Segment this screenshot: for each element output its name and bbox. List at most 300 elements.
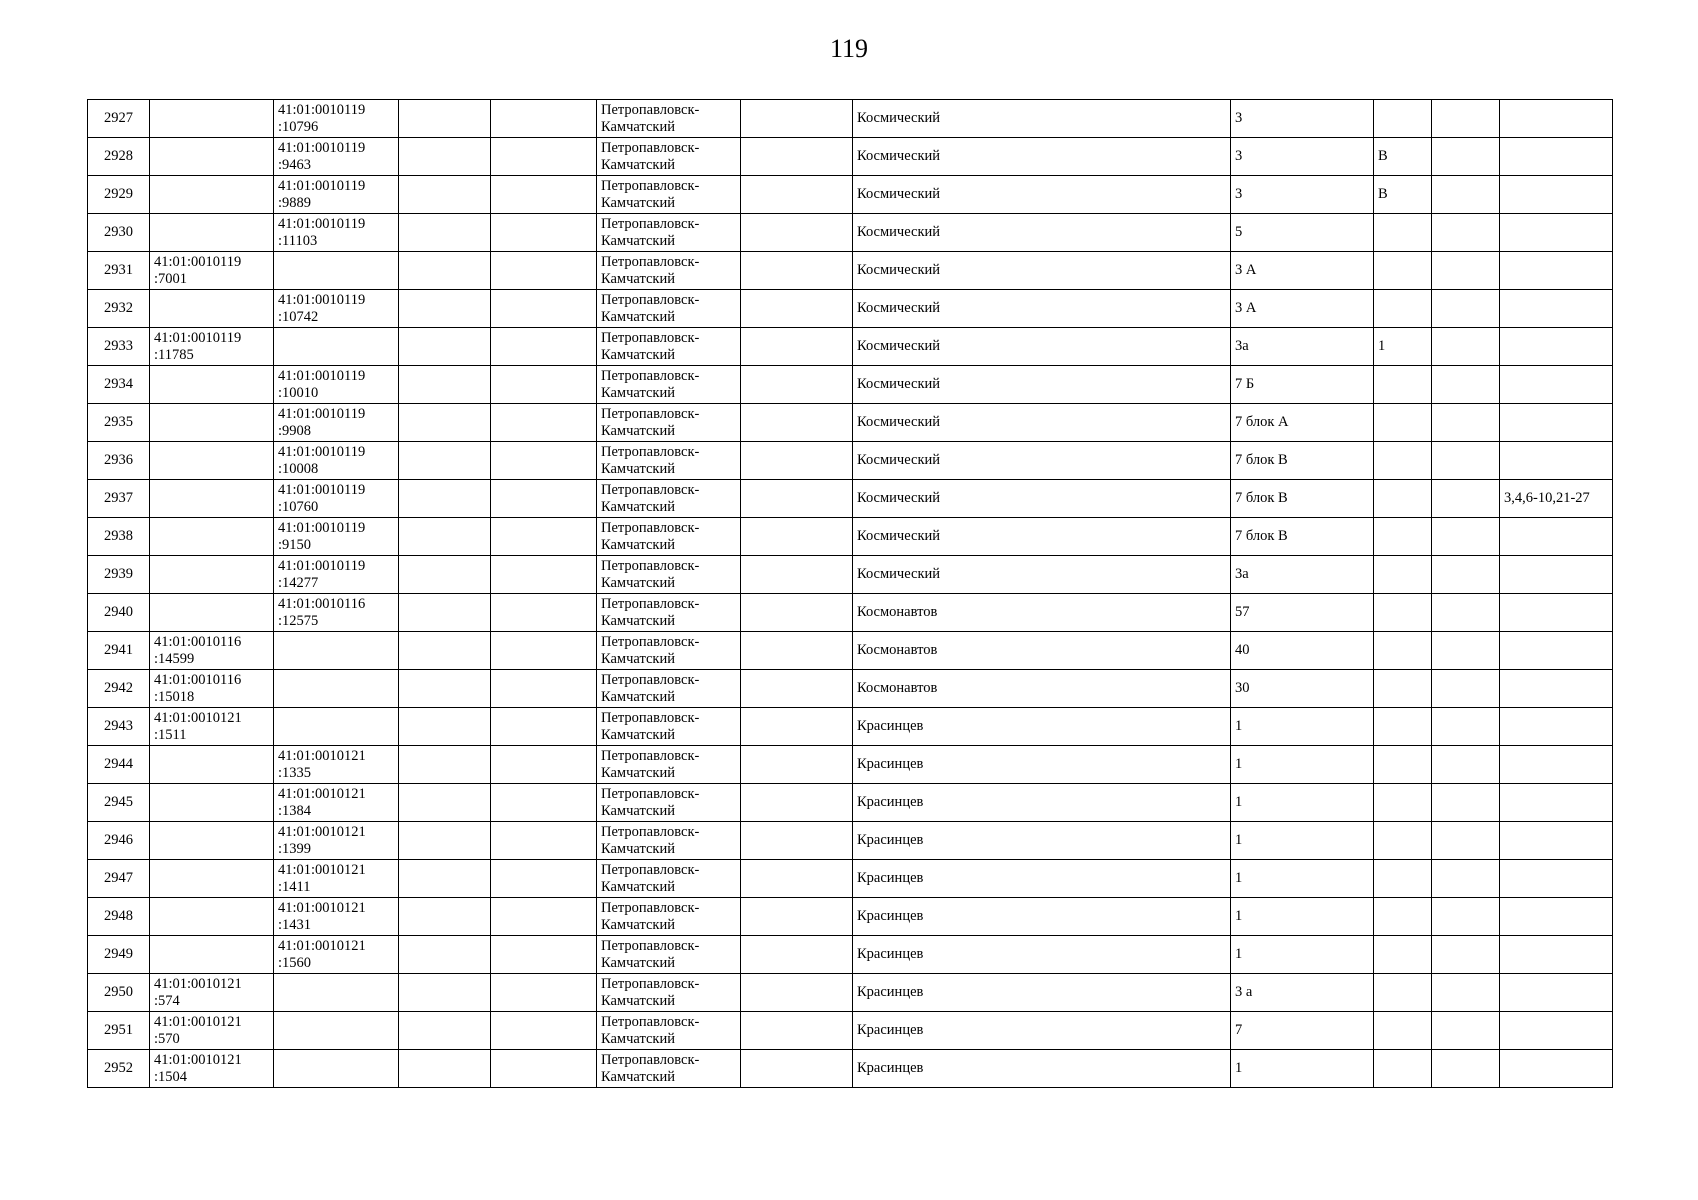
empty-cell: [491, 1012, 597, 1050]
table-row: [88, 1012, 1613, 1050]
empty-cell: [1432, 860, 1500, 898]
cadastral-number-a-cell: [150, 442, 274, 480]
empty-cell: [399, 556, 491, 594]
row-number-cell: 2950: [88, 974, 150, 1012]
house-cell: 57: [1231, 594, 1374, 632]
row-number-cell: 2948: [88, 898, 150, 936]
cadastral-number-b-text: 41:01:0010119 :10760: [278, 481, 366, 515]
empty-cell: [491, 1050, 597, 1088]
row-number-cell: 2935: [88, 404, 150, 442]
street-cell: Красинцев: [853, 822, 1231, 860]
building-cell: [1374, 898, 1432, 936]
table-row: [88, 138, 1613, 176]
empty-cell: [741, 366, 853, 404]
building-cell: [1374, 708, 1432, 746]
street-cell: Космический: [853, 290, 1231, 328]
city-text: Петропавловск- Камчатский: [601, 861, 700, 895]
empty-cell: [491, 290, 597, 328]
empty-cell: [491, 214, 597, 252]
empty-cell: [399, 632, 491, 670]
city-text: Петропавловск- Камчатский: [601, 899, 700, 933]
table-row: [88, 556, 1613, 594]
city-text: Петропавловск- Камчатский: [601, 1051, 700, 1085]
empty-cell: [1432, 176, 1500, 214]
cadastral-number-b-cell: [274, 518, 399, 556]
row-number-cell: 2934: [88, 366, 150, 404]
page-number: 119: [829, 34, 869, 63]
empty-cell: [1432, 1050, 1500, 1088]
cadastral-number-b-cell: [274, 822, 399, 860]
apartments-cell: [1500, 176, 1613, 214]
city-text: Петропавловск- Камчатский: [601, 785, 700, 819]
table-row: [88, 366, 1613, 404]
empty-cell: [1432, 100, 1500, 138]
cadastral-number-b-text: 41:01:0010121 :1384: [278, 785, 366, 819]
empty-cell: [741, 632, 853, 670]
street-cell: Космический: [853, 214, 1231, 252]
cadastral-number-a-cell: [150, 176, 274, 214]
empty-cell: [399, 1012, 491, 1050]
empty-cell: [399, 784, 491, 822]
building-cell: [1374, 1050, 1432, 1088]
city-cell: [597, 822, 741, 860]
house-cell: 3 А: [1231, 290, 1374, 328]
cadastral-number-b-text: 41:01:0010121 :1411: [278, 861, 366, 895]
empty-cell: [399, 898, 491, 936]
cadastral-number-b-text: 41:01:0010116 :12575: [278, 595, 366, 629]
empty-cell: [491, 518, 597, 556]
empty-cell: [741, 328, 853, 366]
city-cell: [597, 860, 741, 898]
cadastral-number-b-cell: [274, 594, 399, 632]
cadastral-number-a-cell: [150, 746, 274, 784]
table-row: [88, 594, 1613, 632]
empty-cell: [741, 1050, 853, 1088]
cadastral-number-b-text: 41:01:0010121 :1335: [278, 747, 366, 781]
row-number-cell: 2938: [88, 518, 150, 556]
building-cell: [1374, 1012, 1432, 1050]
cadastral-number-b-cell: [274, 898, 399, 936]
empty-cell: [491, 252, 597, 290]
building-cell: [1374, 746, 1432, 784]
cadastral-number-a-cell: [150, 822, 274, 860]
building-cell: [1374, 822, 1432, 860]
house-cell: 3: [1231, 176, 1374, 214]
street-cell: Красинцев: [853, 1050, 1231, 1088]
house-cell: 1: [1231, 898, 1374, 936]
cadastral-number-b-cell: [274, 936, 399, 974]
cadastral-number-b-text: 41:01:0010119 :9463: [278, 139, 366, 173]
city-cell: [597, 746, 741, 784]
empty-cell: [741, 480, 853, 518]
building-cell: [1374, 974, 1432, 1012]
cadastral-number-b-text: 41:01:0010119 :9908: [278, 405, 366, 439]
empty-cell: [491, 328, 597, 366]
apartments-cell: [1500, 556, 1613, 594]
empty-cell: [1432, 518, 1500, 556]
city-text: Петропавловск- Камчатский: [601, 329, 700, 363]
street-cell: Красинцев: [853, 784, 1231, 822]
empty-cell: [741, 898, 853, 936]
table-row: [88, 898, 1613, 936]
empty-cell: [741, 556, 853, 594]
city-text: Петропавловск- Камчатский: [601, 747, 700, 781]
city-cell: [597, 328, 741, 366]
row-number-cell: 2933: [88, 328, 150, 366]
apartments-cell: [1500, 860, 1613, 898]
cadastral-number-b-cell: [274, 708, 399, 746]
apartments-cell: [1500, 670, 1613, 708]
empty-cell: [741, 784, 853, 822]
house-cell: 3а: [1231, 556, 1374, 594]
empty-cell: [1432, 784, 1500, 822]
row-number-cell: 2928: [88, 138, 150, 176]
table-row: [88, 974, 1613, 1012]
cadastral-number-a-text: 41:01:0010121 :574: [154, 975, 242, 1009]
street-cell: Космический: [853, 518, 1231, 556]
cadastral-number-a-text: 41:01:0010119 :7001: [154, 253, 242, 287]
cadastral-number-b-cell: [274, 138, 399, 176]
row-number-cell: 2947: [88, 860, 150, 898]
street-cell: Космический: [853, 366, 1231, 404]
cadastral-number-a-cell: [150, 252, 274, 290]
empty-cell: [399, 822, 491, 860]
empty-cell: [491, 138, 597, 176]
cadastral-number-a-cell: [150, 138, 274, 176]
empty-cell: [741, 442, 853, 480]
empty-cell: [741, 518, 853, 556]
cadastral-number-b-cell: [274, 974, 399, 1012]
table-row: [88, 518, 1613, 556]
cadastral-number-a-cell: [150, 404, 274, 442]
street-cell: Космический: [853, 442, 1231, 480]
cadastral-number-a-cell: [150, 328, 274, 366]
apartments-cell: [1500, 632, 1613, 670]
cadastral-number-b-cell: [274, 632, 399, 670]
cadastral-number-a-cell: [150, 290, 274, 328]
building-cell: [1374, 670, 1432, 708]
empty-cell: [741, 822, 853, 860]
empty-cell: [399, 746, 491, 784]
empty-cell: [491, 784, 597, 822]
empty-cell: [399, 518, 491, 556]
empty-cell: [1432, 442, 1500, 480]
city-cell: [597, 480, 741, 518]
building-cell: [1374, 518, 1432, 556]
empty-cell: [491, 480, 597, 518]
apartments-cell: [1500, 442, 1613, 480]
cadastral-number-b-cell: [274, 328, 399, 366]
cadastral-number-a-text: 41:01:0010116 :14599: [154, 633, 242, 667]
building-cell: [1374, 442, 1432, 480]
house-cell: 1: [1231, 746, 1374, 784]
building-cell: В: [1374, 138, 1432, 176]
house-cell: 7 блок В: [1231, 518, 1374, 556]
house-cell: 1: [1231, 708, 1374, 746]
street-cell: Космонавтов: [853, 670, 1231, 708]
cadastral-number-a-cell: [150, 214, 274, 252]
table-row: [88, 670, 1613, 708]
empty-cell: [741, 138, 853, 176]
building-cell: В: [1374, 176, 1432, 214]
table-row: [88, 746, 1613, 784]
empty-cell: [399, 252, 491, 290]
street-cell: Космический: [853, 328, 1231, 366]
city-text: Петропавловск- Камчатский: [601, 557, 700, 591]
street-cell: Красинцев: [853, 1012, 1231, 1050]
house-cell: 1: [1231, 1050, 1374, 1088]
city-text: Петропавловск- Камчатский: [601, 367, 700, 401]
house-cell: 5: [1231, 214, 1374, 252]
empty-cell: [741, 936, 853, 974]
empty-cell: [491, 100, 597, 138]
empty-cell: [491, 936, 597, 974]
empty-cell: [741, 708, 853, 746]
empty-cell: [1432, 556, 1500, 594]
city-cell: [597, 1012, 741, 1050]
building-cell: [1374, 860, 1432, 898]
row-number-cell: 2927: [88, 100, 150, 138]
empty-cell: [741, 214, 853, 252]
table-row: [88, 290, 1613, 328]
empty-cell: [491, 442, 597, 480]
cadastral-number-a-cell: [150, 974, 274, 1012]
apartments-cell: [1500, 138, 1613, 176]
empty-cell: [741, 100, 853, 138]
cadastral-number-a-cell: [150, 670, 274, 708]
empty-cell: [491, 366, 597, 404]
building-cell: [1374, 594, 1432, 632]
city-text: Петропавловск- Камчатский: [601, 291, 700, 325]
cadastral-number-a-cell: [150, 860, 274, 898]
table-row: [88, 822, 1613, 860]
street-cell: Космонавтов: [853, 594, 1231, 632]
cadastral-number-b-text: 41:01:0010119 :9889: [278, 177, 366, 211]
house-cell: 1: [1231, 860, 1374, 898]
cadastral-number-b-cell: [274, 480, 399, 518]
street-cell: Красинцев: [853, 974, 1231, 1012]
house-cell: 7 Б: [1231, 366, 1374, 404]
cadastral-number-b-cell: [274, 100, 399, 138]
cadastral-number-b-cell: [274, 1012, 399, 1050]
city-cell: [597, 556, 741, 594]
empty-cell: [741, 594, 853, 632]
cadastral-number-b-cell: [274, 176, 399, 214]
building-cell: 1: [1374, 328, 1432, 366]
street-cell: Красинцев: [853, 936, 1231, 974]
city-cell: [597, 252, 741, 290]
city-text: Петропавловск- Камчатский: [601, 519, 700, 553]
apartments-cell: [1500, 708, 1613, 746]
city-text: Петропавловск- Камчатский: [601, 1013, 700, 1047]
table-row: [88, 480, 1613, 518]
empty-cell: [1432, 708, 1500, 746]
empty-cell: [491, 632, 597, 670]
city-cell: [597, 898, 741, 936]
empty-cell: [399, 328, 491, 366]
cadastral-number-b-text: 41:01:0010121 :1399: [278, 823, 366, 857]
cadastral-number-a-cell: [150, 366, 274, 404]
city-cell: [597, 708, 741, 746]
empty-cell: [399, 860, 491, 898]
empty-cell: [399, 936, 491, 974]
table-row: [88, 214, 1613, 252]
empty-cell: [399, 594, 491, 632]
empty-cell: [1432, 632, 1500, 670]
building-cell: [1374, 404, 1432, 442]
cadastral-number-a-cell: [150, 898, 274, 936]
city-text: Петропавловск- Камчатский: [601, 975, 700, 1009]
apartments-cell: [1500, 822, 1613, 860]
street-cell: Красинцев: [853, 860, 1231, 898]
cadastral-number-a-cell: [150, 518, 274, 556]
empty-cell: [1432, 822, 1500, 860]
building-cell: [1374, 632, 1432, 670]
cadastral-number-b-text: 41:01:0010119 :10796: [278, 101, 366, 135]
table-row: [88, 1050, 1613, 1088]
empty-cell: [1432, 290, 1500, 328]
building-cell: [1374, 480, 1432, 518]
apartments-cell: [1500, 518, 1613, 556]
city-cell: [597, 442, 741, 480]
cadastral-number-b-cell: [274, 1050, 399, 1088]
empty-cell: [399, 480, 491, 518]
city-text: Петропавловск- Камчатский: [601, 709, 700, 743]
cadastral-number-a-text: 41:01:0010116 :15018: [154, 671, 242, 705]
cadastral-number-b-cell: [274, 214, 399, 252]
empty-cell: [1432, 898, 1500, 936]
apartments-cell: [1500, 898, 1613, 936]
row-number-cell: 2940: [88, 594, 150, 632]
empty-cell: [399, 974, 491, 1012]
cadastral-number-a-cell: [150, 784, 274, 822]
empty-cell: [1432, 252, 1500, 290]
cadastral-number-b-cell: [274, 290, 399, 328]
city-cell: [597, 632, 741, 670]
house-cell: 40: [1231, 632, 1374, 670]
apartments-cell: [1500, 214, 1613, 252]
city-text: Петропавловск- Камчатский: [601, 443, 700, 477]
cadastral-number-b-cell: [274, 556, 399, 594]
empty-cell: [491, 176, 597, 214]
city-text: Петропавловск- Камчатский: [601, 633, 700, 667]
row-number-cell: 2944: [88, 746, 150, 784]
row-number-cell: 2942: [88, 670, 150, 708]
street-cell: Красинцев: [853, 708, 1231, 746]
cadastral-number-a-cell: [150, 480, 274, 518]
empty-cell: [399, 100, 491, 138]
city-text: Петропавловск- Камчатский: [601, 595, 700, 629]
cadastral-number-a-cell: [150, 708, 274, 746]
empty-cell: [491, 974, 597, 1012]
apartments-cell: [1500, 100, 1613, 138]
empty-cell: [741, 176, 853, 214]
empty-cell: [399, 290, 491, 328]
table-row: [88, 860, 1613, 898]
empty-cell: [491, 822, 597, 860]
cadastral-number-b-text: 41:01:0010119 :11103: [278, 215, 366, 249]
empty-cell: [491, 746, 597, 784]
city-cell: [597, 784, 741, 822]
building-cell: [1374, 556, 1432, 594]
house-cell: 7: [1231, 1012, 1374, 1050]
house-cell: 7 блок В: [1231, 480, 1374, 518]
empty-cell: [399, 176, 491, 214]
empty-cell: [741, 252, 853, 290]
empty-cell: [741, 746, 853, 784]
cadastral-number-a-text: 41:01:0010121 :1504: [154, 1051, 242, 1085]
cadastral-number-a-text: 41:01:0010121 :570: [154, 1013, 242, 1047]
street-cell: Красинцев: [853, 746, 1231, 784]
cadastral-number-b-cell: [274, 670, 399, 708]
city-text: Петропавловск- Камчатский: [601, 253, 700, 287]
empty-cell: [491, 556, 597, 594]
city-cell: [597, 176, 741, 214]
empty-cell: [1432, 936, 1500, 974]
row-number-cell: 2949: [88, 936, 150, 974]
street-cell: Космонавтов: [853, 632, 1231, 670]
cadastral-number-b-text: 41:01:0010119 :10008: [278, 443, 366, 477]
empty-cell: [1432, 1012, 1500, 1050]
empty-cell: [399, 366, 491, 404]
empty-cell: [399, 214, 491, 252]
street-cell: Космический: [853, 252, 1231, 290]
apartments-cell: [1500, 252, 1613, 290]
cadastral-number-b-cell: [274, 746, 399, 784]
apartments-cell: [1500, 404, 1613, 442]
apartments-cell: [1500, 1012, 1613, 1050]
empty-cell: [491, 898, 597, 936]
apartments-cell: [1500, 594, 1613, 632]
city-cell: [597, 290, 741, 328]
cadastral-number-a-cell: [150, 556, 274, 594]
row-number-cell: 2946: [88, 822, 150, 860]
house-cell: 30: [1231, 670, 1374, 708]
building-cell: [1374, 100, 1432, 138]
house-cell: 7 блок В: [1231, 442, 1374, 480]
empty-cell: [491, 860, 597, 898]
city-cell: [597, 518, 741, 556]
city-text: Петропавловск- Камчатский: [601, 177, 700, 211]
empty-cell: [741, 1012, 853, 1050]
row-number-cell: 2930: [88, 214, 150, 252]
cadastral-number-a-cell: [150, 1050, 274, 1088]
cadastral-number-b-cell: [274, 784, 399, 822]
cadastral-number-b-cell: [274, 366, 399, 404]
empty-cell: [399, 442, 491, 480]
row-number-cell: 2951: [88, 1012, 150, 1050]
apartments-cell: 3,4,6-10,21-27: [1500, 480, 1613, 518]
building-cell: [1374, 366, 1432, 404]
city-text: Петропавловск- Камчатский: [601, 823, 700, 857]
empty-cell: [741, 974, 853, 1012]
city-text: Петропавловск- Камчатский: [601, 481, 700, 515]
table-row: [88, 252, 1613, 290]
table-row: [88, 176, 1613, 214]
street-cell: Космический: [853, 138, 1231, 176]
house-cell: 3 а: [1231, 974, 1374, 1012]
empty-cell: [1432, 138, 1500, 176]
cadastral-number-a-cell: [150, 936, 274, 974]
city-cell: [597, 214, 741, 252]
cadastral-number-b-text: 41:01:0010119 :14277: [278, 557, 366, 591]
house-cell: 1: [1231, 936, 1374, 974]
street-cell: Космический: [853, 176, 1231, 214]
building-cell: [1374, 252, 1432, 290]
row-number-cell: 2936: [88, 442, 150, 480]
empty-cell: [399, 138, 491, 176]
empty-cell: [491, 404, 597, 442]
